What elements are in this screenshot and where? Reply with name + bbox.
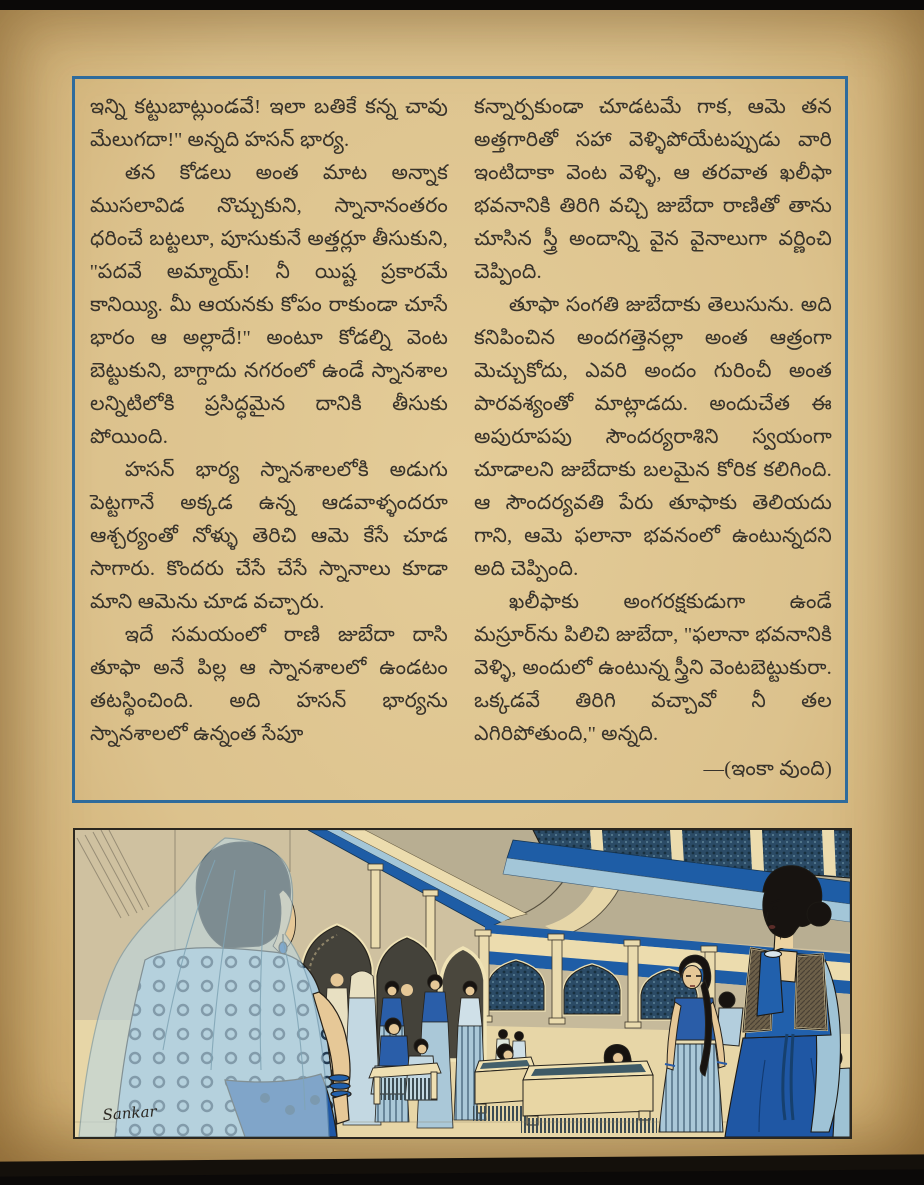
text-column-right <box>474 91 832 792</box>
bathhouse-illustration <box>75 830 850 1137</box>
story-paragraph: తూఫా సంగతి జుబేదాకు తెలుసును. అది కనిపించిన అందగత్తెనల్లా అంత ఆత్రంగా మెచ్చుకోదు, ఎవరి అందం గురించీ అంత పారవశ్యంతో మాట్లాడదు. అందుచేత ఈ అపురూపపు సౌందర్యరాశిని స్వయంగా చూడాలని జుబేదాకు బలమైన కోరిక కలిగింది. ఆ సౌందర్యవతి పేరు తూఫాకు తెలియదు గాని, ఆమె ఫలానా భవనంలో ఉంటున్నదని అది చెప్పింది. <box>474 294 832 580</box>
artist-signature: Sankar <box>102 1102 158 1124</box>
text-column-left <box>90 91 448 792</box>
story-paragraph: ఖలీఫాకు అంగరక్షకుడుగా ఉండే మస్రూర్‌ను పిలిచి జుబేదా, ''ఫలానా భవనానికి వెళ్ళి, అందులో ఉంటున్న స్త్రీని వెంటబెట్టుకురా. ఒక్కడవే తిరిగి వచ్చావో నీ తల ఎగిరిపోతుంది,'' అన్నది. <box>474 591 832 745</box>
story-frame <box>72 76 848 803</box>
story-paragraph: ఇన్ని కట్టుబాట్లుండవే! ఇలా బతికే కన్న చావు మేలుగదా!'' అన్నది హసన్ భార్య. <box>90 96 448 151</box>
arched-lattice-windows <box>488 961 697 1019</box>
story-paragraph: ఇదే సమయంలో రాణి జుబేదా దాసి తూఫా అనే పిల్ల ఆ స్నానశాలలో ఉండటం తటస్థించింది. అది హసన్ భార్యను స్నానశాలలో ఉన్నంత సేపూ <box>90 624 448 745</box>
story-paragraph: హసన్ భార్య స్నానశాలలోకి అడుగు పెట్టగానే అక్కడ ఉన్న ఆడవాళ్ళందరూ ఆశ్చర్యంతో నోళ్ళు తెరిచి ఆమె కేసే చూడ సాగారు. కొందరు చేసే చేసే స్నానాలు కూడా మాని ఆమెను చూడ వచ్చారు. <box>90 459 448 613</box>
story-paragraph: కన్నార్పకుండా చూడటమే గాక, ఆమె తన అత్తగారితో సహా వెళ్ళిపోయేటప్పుడు వారి ఇంటిదాకా వెంట వెళ్ళి, ఆ తరవాత ఖలీఫా భవనానికి తిరిగి వచ్చి జుబేదా రాణితో తాను చూసిన స్త్రీ అందాన్ని వైన వైనాలుగా వర్ణించి చెప్పింది. <box>474 96 832 283</box>
page-paper <box>0 10 924 1167</box>
story-paragraph: తన కోడలు అంత మాట అన్నాక ముసలావిడ నొచ్చుకుని, స్నానానంతరం ధరించే బట్టలూ, పూసుకునే అత్తర్లూ తీసుకుని, ''పదవే అమ్మాయ్! నీ యిష్ట ప్రకారమే కానియ్యి. మీ ఆయనకు కోపం రాకుండా చూసే భారం ఆ అల్లాదే!'' అంటూ కోడల్ని వెంట బెట్టుకుని, బాగ్దాదు నగరంలో ఉండే స్నానశాల లన్నిటిలోకి ప్రసిద్ధమైన దానికి తీసుకు పోయింది. <box>90 162 448 448</box>
illustration-frame <box>73 828 852 1139</box>
continuation-note: —(ఇంకా వుంది) <box>703 758 832 780</box>
